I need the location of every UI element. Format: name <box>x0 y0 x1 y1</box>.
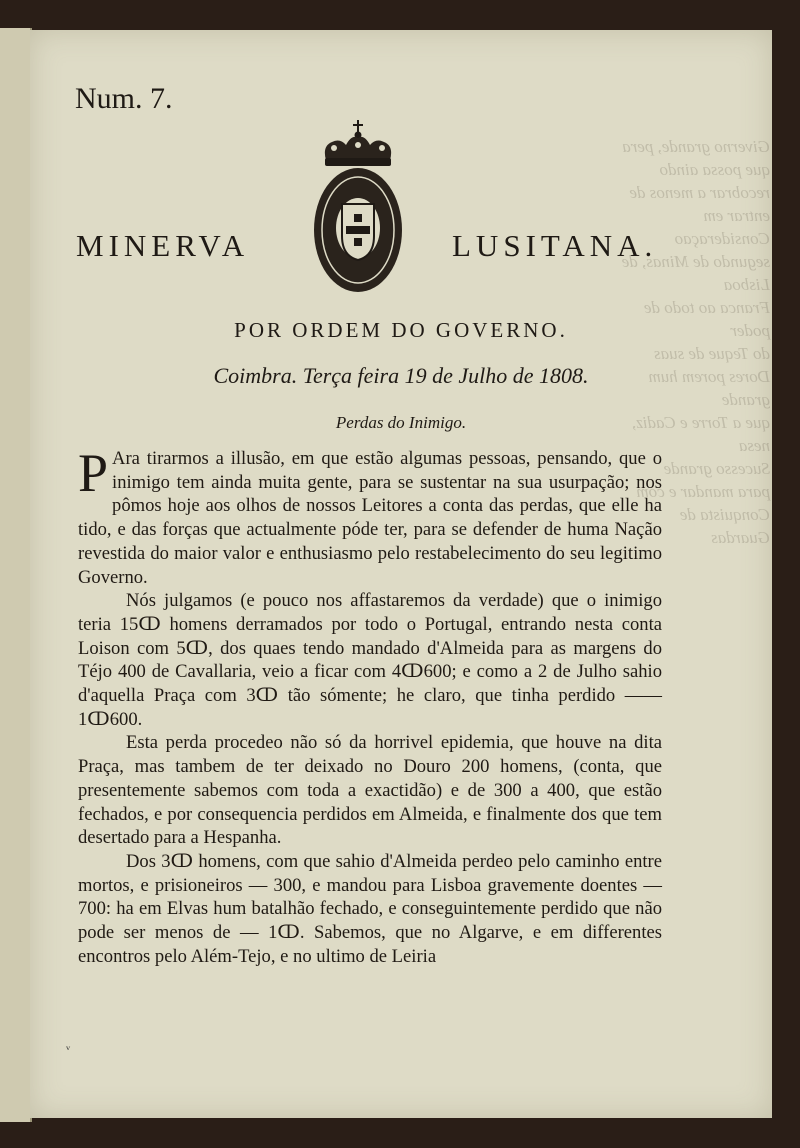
bleed-through-text: Giverno grande, pera que possa aindo recobrar a menos de entrar em Consideraçao segundo de Minas, de Lisboa Franca ao todo de poder do Teque de suas Dores porem hum grande que a Torre e Cadiz, nesa Sucesso grande para mandar e com Conquista de Guardas <box>621 137 770 547</box>
article-body <box>78 443 662 968</box>
masthead-title-left: MINERVA <box>76 228 250 263</box>
section-heading: Perdas do Inimigo. <box>335 413 467 432</box>
issue-number: Num. 7. <box>75 82 173 115</box>
article-paragraph-2: Nós julgamos (e pouco nos affastaremos da verdade) que o inimigo teria 15ↀ homens derramados por todo o Portugal, entrando nesta conta Loison com 5ↀ, dos quaes tendo mandado d'Almeida para as margens do Téjo 400 de Cavallaria, veio a ficar com 4ↀ600; e como a 2 de Julho sahio d'aquella Praça com 3ↀ tão sómente; he claro, que tinha perdido —— 1ↀ600. <box>78 590 662 730</box>
article-paragraph-3: Esta perda procedeo não só da horrivel epidemia, que houve na dita Praça, mas tambem de ter deixado no Douro 200 homens, (conta, que presentemente sabemos com toda a exactidão) e de 300 a 400, que estão fechados, e por consequencia perdidos em Almeida, e finalmente dos que tem desertado para a Hespanha. <box>78 732 662 849</box>
masthead-title-right: LUSITANA. <box>452 228 658 263</box>
printer-mark-icon: ᵥ <box>66 1038 71 1053</box>
royal-coat-of-arms-icon <box>308 118 408 298</box>
paragraph-text: Ara tirarmos a illusão, em que estão algumas pessoas, pensando, que o inimigo tem ainda muita gente, para se sustentar na sua usurpação; nos pômos hoje aos olhos de nossos Leitores a conta das perdas, que elle ha tido, e das forças que actualmente póde ter, para se defender de huma Nação revestida do maior valor e enthusiasmo pelo restabelecimento do seu legitimo Governo. <box>78 448 662 588</box>
previous-page-edge <box>0 28 32 1122</box>
dateline: Coimbra. Terça feira 19 de Julho de 1808. <box>213 363 589 388</box>
drop-cap: P <box>78 443 109 503</box>
newspaper-page <box>30 30 772 1118</box>
article-paragraph-4: Dos 3ↀ homens, com que sahio d'Almeida perdeo pelo caminho entre mortos, e prisioneiros — 300, e mandou para Lisboa gravemente doentes — 700: ha em Elvas hum batalhão fechado, e conseguintemente perdido que não pode ser menos de — 1ↀ. Sabemos, que no Algarve, e em differentes encontros pelo Além-Tejo, e no ultimo de Leiria <box>78 850 662 967</box>
article-paragraph-1 <box>78 443 662 589</box>
government-order-line: POR ORDEM DO GOVERNO. <box>234 318 568 342</box>
